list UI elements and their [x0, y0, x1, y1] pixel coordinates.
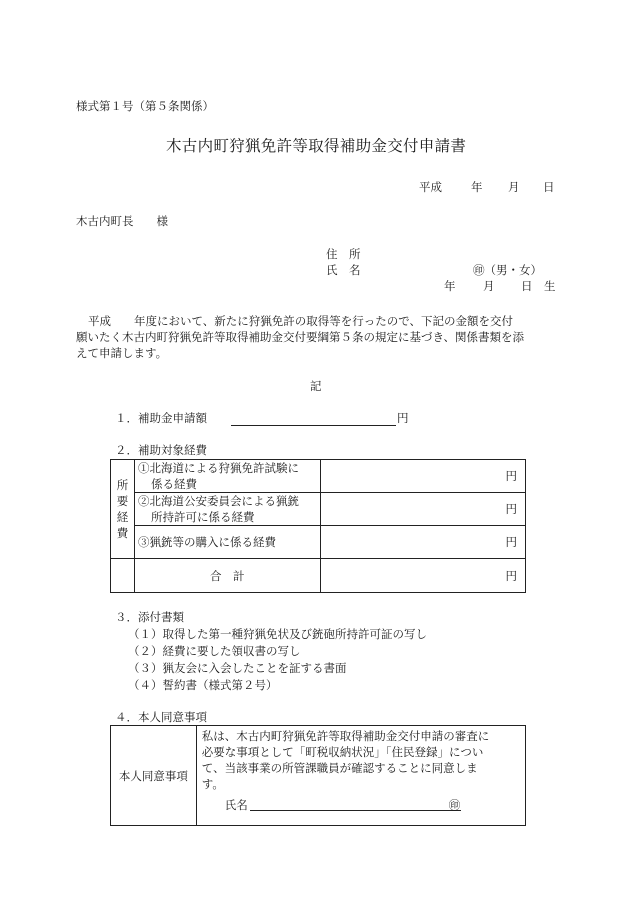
- category-char: 要: [116, 494, 129, 508]
- category-cell: [111, 460, 135, 559]
- attachment-item: （３）猟友会に入会したことを証する書面: [128, 661, 347, 675]
- table-row: [111, 460, 526, 493]
- amount-unit: 円: [397, 411, 409, 425]
- expense-item-cell: [134, 493, 320, 526]
- table-row: [111, 493, 526, 526]
- expense-item-cell: [134, 460, 320, 493]
- date-era: 平成: [419, 180, 442, 194]
- consent-line: 私は、木古内町狩猟免許等取得補助金交付申請の審査に: [201, 729, 490, 743]
- table-row: [111, 726, 526, 826]
- signature-line: [202, 794, 521, 814]
- table-row: [111, 526, 526, 559]
- total-label: 合 計: [134, 559, 320, 593]
- attachment-item: （４）誓約書（様式第２号）: [128, 678, 278, 692]
- expense-item-text: 係る経費: [150, 477, 197, 491]
- form-number: 様式第１号（第５条関係）: [76, 99, 214, 113]
- birth-year-label: 年: [444, 279, 456, 293]
- name-label: 氏 名: [326, 263, 361, 277]
- consent-row-label: 本人同意事項: [111, 726, 197, 826]
- table-row-total: [111, 559, 526, 593]
- attachment-item: （２）経費に要した領収書の写し: [128, 644, 301, 658]
- category-char: 経: [116, 510, 129, 524]
- date-year-label: 年: [471, 180, 483, 194]
- ki-marker: 記: [310, 379, 322, 393]
- document-title: 木古内町狩猟免許等取得補助金交付申請書: [166, 137, 467, 155]
- expense-amount-cell: 円: [320, 526, 526, 559]
- section1-label: １．補助金申請額: [115, 411, 207, 425]
- address-label: 住 所: [326, 247, 361, 261]
- expense-item-text: 所持許可に係る経費: [150, 510, 255, 524]
- body-line: 願いたく木古内町狩猟免許等取得補助金交付要綱第５条の規定に基づき、関係書類を添: [76, 330, 525, 344]
- consent-text-cell: [196, 726, 525, 826]
- section3-label: ３．添付書類: [115, 610, 184, 624]
- signature-seal: ㊞: [448, 798, 461, 812]
- birth-month-label: 月: [483, 279, 495, 293]
- amount-line: [231, 425, 396, 426]
- consent-table: [110, 725, 526, 826]
- seal-gender: ㊞（男・女）: [473, 263, 542, 277]
- expense-amount-cell: 円: [320, 493, 526, 526]
- signature-underline: [250, 810, 461, 811]
- expense-item-text: ③猟銃等の購入に係る経費: [137, 535, 276, 549]
- consent-line: す。: [201, 777, 224, 791]
- attachment-item: （１）取得した第一種狩猟免状及び銃砲所持許可証の写し: [128, 627, 427, 641]
- total-amount-cell: 円: [320, 559, 526, 593]
- section4-label: ４．本人同意事項: [115, 710, 207, 724]
- consent-line: て、当該事業の所管課職員が確認することに同意しま: [201, 761, 478, 775]
- expense-item-text: ②北海道公安委員会による猟銃: [137, 494, 299, 508]
- empty-cell: [111, 559, 135, 593]
- expense-table: [110, 459, 526, 593]
- body-line: えて申請します。: [76, 346, 168, 360]
- date-month-label: 月: [508, 180, 520, 194]
- section2-label: ２．補助対象経費: [115, 443, 207, 457]
- addressee: 木古内町長 様: [76, 214, 168, 228]
- expense-item-cell: [134, 526, 320, 559]
- signature-name-label: 氏名: [224, 798, 248, 812]
- expense-item-text: ①北海道による狩猟免許試験に: [137, 461, 299, 475]
- expense-amount-cell: 円: [320, 460, 526, 493]
- consent-line: 必要な事項として「町税収納状況」「住民登録」につい: [201, 745, 484, 759]
- birth-day-label: 日 生: [521, 279, 556, 293]
- category-char: 費: [116, 526, 129, 540]
- date-day-label: 日: [543, 180, 555, 194]
- body-line: 平成 年度において、新たに狩猟免許の取得等を行ったので、下記の金額を交付: [88, 314, 514, 328]
- category-char: 所: [116, 478, 129, 492]
